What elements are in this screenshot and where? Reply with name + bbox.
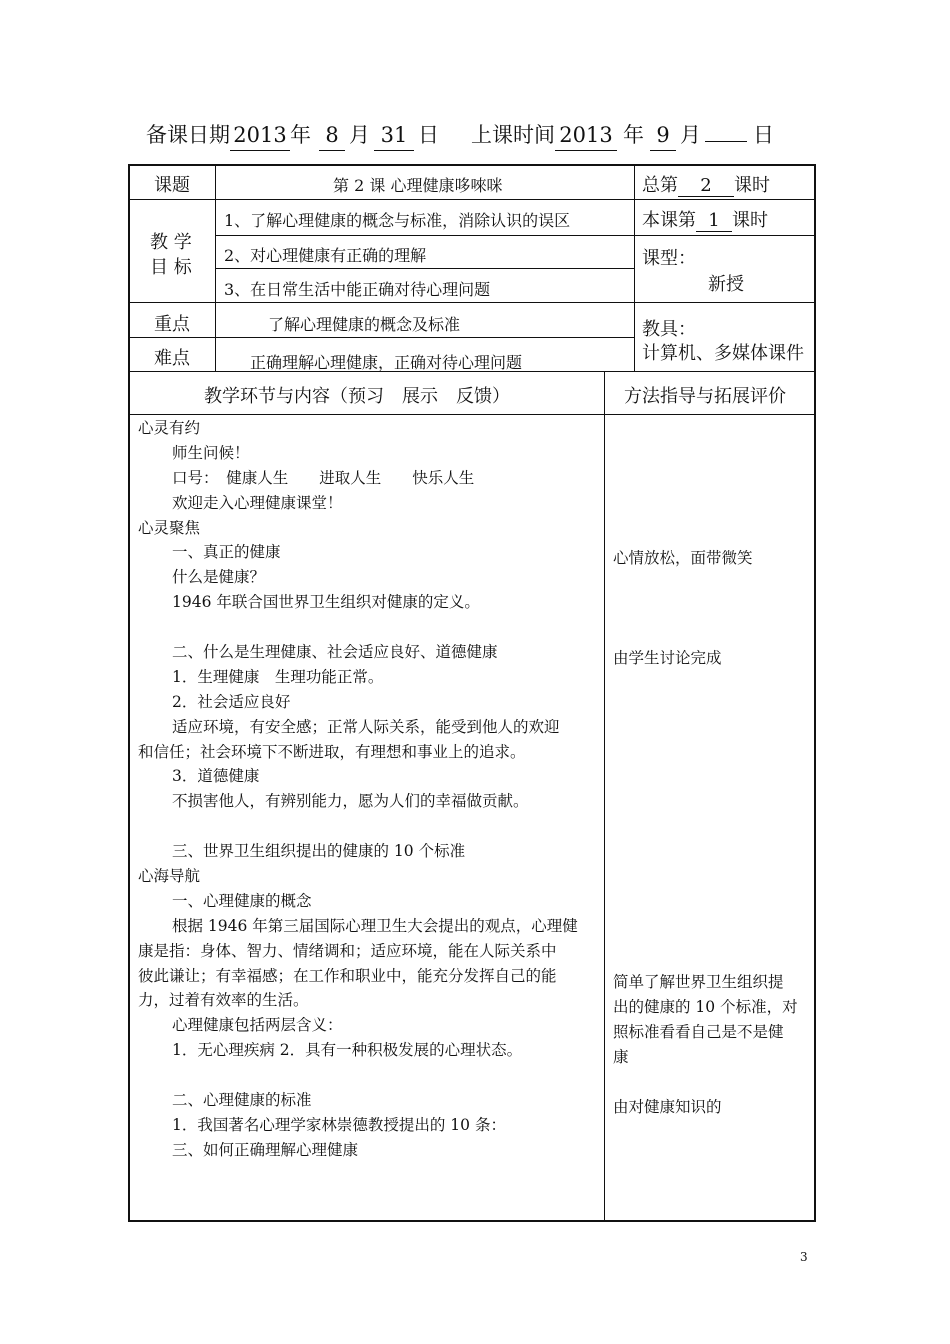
content-line: 三、世界卫生组织提出的健康的 10 个标准 [172, 842, 466, 861]
content-line: 一、心理健康的概念 [172, 891, 312, 910]
goals-label-line2: 目 标 [150, 257, 192, 278]
content-line [138, 615, 598, 640]
content-line: 1．生理健康 生理功能正常。 [172, 667, 384, 686]
topic-value: 第 2 课 心理健康哆唻咪 [333, 176, 503, 195]
prep-day: 31 [374, 120, 414, 151]
col-divider [215, 165, 216, 371]
side-note-line: 康 [613, 1048, 629, 1066]
col-divider [604, 371, 605, 1221]
side-note: 由对健康知识的 [613, 1098, 722, 1116]
content-line: 一、真正的健康 [172, 543, 281, 562]
side-note: 心情放松，面带微笑 [613, 549, 753, 567]
content-column-header: 教学环节与内容（预习 展示 反馈） [204, 386, 510, 407]
content-line: 心灵聚焦 [138, 518, 201, 537]
content-line: 师生问候！ [172, 443, 250, 462]
row-divider [129, 199, 815, 200]
content-line: 不损害他人，有辨别能力，愿为人们的幸福做贡献。 [172, 792, 529, 811]
this-lesson-hours-value: 1 [696, 210, 732, 232]
tools-value: 计算机、多媒体课件 [642, 343, 804, 364]
class-month: 9 [650, 120, 676, 151]
row-divider [129, 337, 634, 338]
content-line [138, 814, 598, 839]
side-note-line: 出的健康的 10 个标准，对 [613, 998, 798, 1016]
goal-item: 1、了解心理健康的概念与标准，消除认识的误区 [224, 211, 571, 230]
key-point-value: 了解心理健康的概念及标准 [268, 315, 461, 334]
content-line: 口号： 健康人生 进取人生 快乐人生 [172, 468, 475, 487]
side-note: 由学生讨论完成 [613, 649, 722, 667]
goals-label-line1: 教 学 [150, 232, 192, 253]
row-divider [129, 302, 815, 303]
content-line: 1．无心理疾病 2．具有一种积极发展的心理状态。 [172, 1041, 523, 1060]
row-divider [634, 235, 815, 236]
page-number: 3 [800, 1250, 808, 1264]
day-char: 日 [418, 123, 439, 147]
prep-year: 2013 [230, 120, 290, 151]
total-hours: 总第 2 课时 [642, 175, 770, 196]
topic-label: 课题 [154, 175, 190, 196]
col-divider [634, 165, 635, 371]
content-line: 心海导航 [138, 867, 201, 886]
year-char: 年 [290, 123, 311, 147]
content-line: 二、心理健康的标准 [172, 1091, 312, 1110]
content-line: 心理健康包括两层含义： [172, 1016, 343, 1035]
content-line: 力，过着有效率的生活。 [138, 991, 309, 1010]
content-line: 适应环境，有安全感；正常人际关系，能受到他人的欢迎 [172, 717, 560, 736]
lesson-content [138, 416, 598, 1163]
lesson-type-label: 课型： [642, 248, 696, 269]
content-line: 二、什么是生理健康、社会适应良好、道德健康 [172, 643, 498, 662]
row-divider [215, 235, 634, 236]
prep-date-label: 备课日期 [146, 123, 230, 147]
content-line: 2．社会适应良好 [172, 692, 291, 711]
key-point-label: 重点 [154, 314, 190, 335]
content-line [138, 1063, 598, 1088]
method-column-header: 方法指导与拓展评价 [624, 386, 786, 407]
content-line: 什么是健康？ [172, 568, 266, 587]
class-day [705, 141, 747, 142]
month-char: 月 [349, 123, 370, 147]
row-divider [129, 414, 815, 415]
class-time-label: 上课时间 [471, 123, 555, 147]
total-hours-value: 2 [678, 175, 734, 197]
content-line: 康是指：身体、智力、情绪调和；适应环境，能在人际关系中 [138, 941, 557, 960]
year-char-2: 年 [623, 123, 644, 147]
content-line: 三、如何正确理解心理健康 [172, 1140, 359, 1159]
goal-item: 3、在日常生活中能正确对待心理问题 [224, 280, 491, 299]
side-note-line: 简单了解世界卫生组织提 [613, 973, 784, 991]
content-line: 彼此谦让；有幸福感；在工作和职业中，能充分发挥自己的能 [138, 966, 557, 985]
difficulty-value: 正确理解心理健康，正确对待心理问题 [250, 353, 523, 372]
content-line: 1．我国著名心理学家林崇德教授提出的 10 条： [172, 1115, 506, 1134]
side-note-evaluation [613, 970, 809, 1070]
tools-label: 教具： [642, 319, 696, 340]
row-divider [215, 268, 634, 269]
side-note-line: 照标准看看自己是不是健 [613, 1023, 784, 1041]
content-line: 心灵有约 [138, 419, 201, 437]
goal-item: 2、对心理健康有正确的理解 [224, 246, 427, 265]
difficulty-label: 难点 [154, 348, 190, 369]
content-line: 1946 年联合国世界卫生组织对健康的定义。 [172, 593, 480, 612]
date-header [146, 120, 846, 154]
prep-month: 8 [319, 120, 345, 151]
content-line: 3．道德健康 [172, 767, 260, 786]
this-lesson-hours: 本课第 1 课时 [642, 210, 768, 231]
day-char-2: 日 [753, 123, 774, 147]
content-line: 欢迎走入心理健康课堂！ [172, 493, 343, 512]
month-char-2: 月 [680, 123, 701, 147]
lesson-type-value: 新授 [708, 274, 744, 295]
content-line: 和信任；社会环境下不断进取，有理想和事业上的追求。 [138, 742, 526, 761]
content-line: 根据 1946 年第三届国际心理卫生大会提出的观点，心理健 [172, 916, 578, 935]
class-year: 2013 [555, 120, 617, 151]
